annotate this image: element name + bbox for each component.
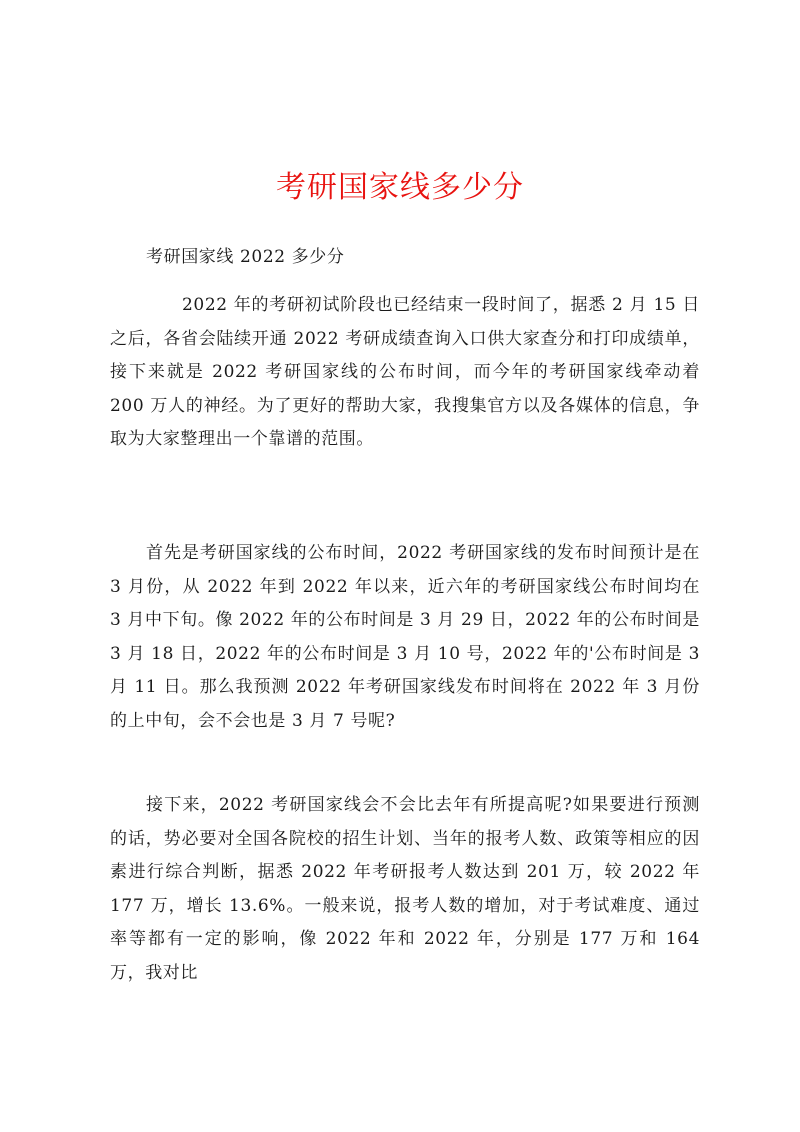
document-title: 考研国家线多少分 [276, 170, 524, 205]
paragraph-2: 首先是考研国家线的公布时间，2022 考研国家线的发布时间预计是在 3 月份，从 2022 年到 2022 年以来，近六年的考研国家线公布时间均在 3 月中下旬。像 2022 年的公布时间是 3 月 29 日，2022 年的公布时间是 3 月 18 日，2022 年的公布时间是 3 月 10 号，2022 年的'公布时间是 3 月 11 日。那么我预测 2022 年考研国家线发布时间将在 2022 年 3 月份的上中旬，会不会也是 3 月 7 号呢? [110, 543, 700, 731]
paragraph-1: 2022 年的考研初试阶段也已经结束一段时间了，据悉 2 月 15 日之后，各省会陆续开通 2022 考研成绩查询入口供大家查分和打印成绩单，接下来就是 2022 考研国家线的公布时间，而今年的考研国家线牵动着 200 万人的神经。为了更好的帮助大家，我搜集官方以及各媒体的信息，争取为大家整理出一个靠谱的范围。 [110, 295, 700, 449]
paragraph-3: 接下来，2022 考研国家线会不会比去年有所提高呢?如果要进行预测的话，势必要对全国各院校的招生计划、当年的报考人数、政策等相应的因素进行综合判断，据悉 2022 年考研报考人数达到 201 万，较 2022 年 177 万，增长 13.6%。一般来说，报考人数的增加，对于考试难度、通过率等都有一定的影响，像 2022 年和 2022 年，分别是 177 万和 164 万，我对比 [110, 795, 700, 983]
document-subtitle: 考研国家线 2022 多少分 [146, 247, 345, 267]
